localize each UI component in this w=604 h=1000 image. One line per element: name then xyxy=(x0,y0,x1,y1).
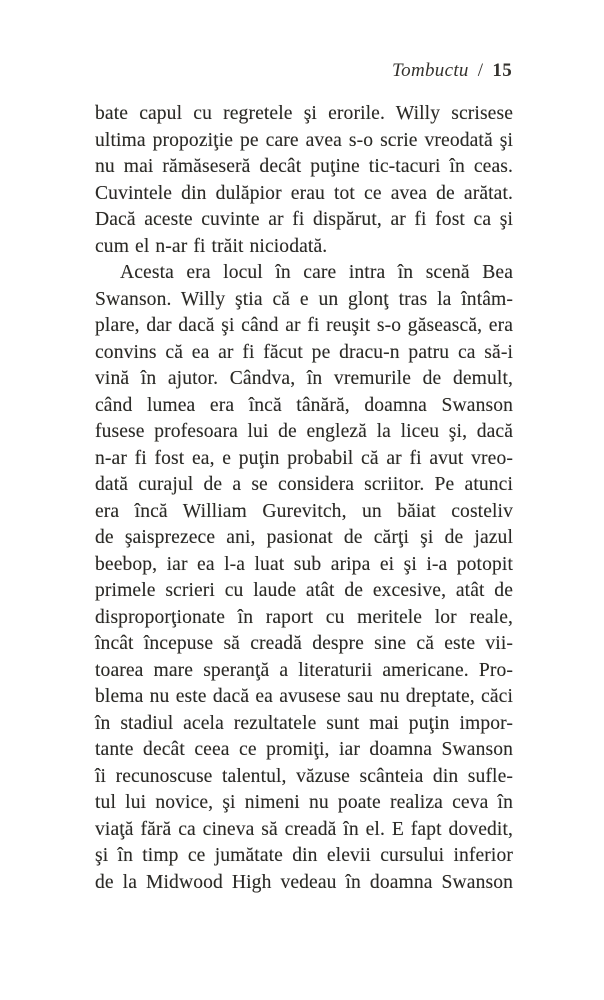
text-line: de şaisprezece ani, pasionat de cărţi şi de jazul xyxy=(95,527,513,548)
text-line: viaţă fără ca cineva să creadă în el. E fapt dovedit, xyxy=(95,818,513,840)
text-line: convins că ea ar fi făcut pe dracu-n patru ca să-i xyxy=(95,341,513,363)
text-line: în stadiul acela rezultatele sunt mai puţin impor- xyxy=(95,712,513,734)
running-header xyxy=(392,60,512,82)
text-line: ultima propoziţie pe care avea s-o scrie vreodată şi xyxy=(95,129,513,151)
text-line: cum el n-ar fi trăit niciodată. xyxy=(95,235,328,257)
text-line: beebop, iar ea l-a luat sub aripa ei şi i-a potopit xyxy=(95,553,513,575)
text-line: bate capul cu regretele şi erorile. Willy scrisese xyxy=(95,103,513,124)
text-line: plare, dar dacă şi când ar fi reuşit s-o găsească, era xyxy=(95,315,513,336)
text-line: blema nu este dacă ea avusese sau nu dreptate, căci xyxy=(95,686,513,707)
book-title: Tombuctu xyxy=(392,60,469,81)
text-line: Dacă aceste cuvinte ar fi dispărut, ar fi fost ca şi xyxy=(95,209,513,230)
text-line: toarea mare speranţă a literaturii americane. Pro- xyxy=(95,659,513,681)
text-line: şi în timp ce jumătate din elevii cursului inferior xyxy=(95,845,513,866)
text-line: de la Midwood High vedeau în doamna Swanson xyxy=(95,871,513,893)
text-line: tante decât ceea ce promiţi, iar doamna Swanson xyxy=(95,739,513,760)
text-line: Acesta era locul în care intra în scenă Bea xyxy=(120,262,513,283)
text-line: primele scrieri cu laude atât de excesive, atât de xyxy=(95,580,513,601)
text-line: încât începuse să creadă despre sine că este vii- xyxy=(95,633,513,654)
text-line: îi recunoscuse talentul, văzuse scânteia din sufle- xyxy=(95,765,513,787)
text-line: tul lui novice, şi nimeni nu poate realiza ceva în xyxy=(95,792,513,813)
text-line: vină în ajutor. Cândva, în vremurile de demult, xyxy=(95,368,513,389)
text-line: Cuvintele din dulăpior erau tot ce avea de arătat. xyxy=(95,182,513,204)
page-number: 15 xyxy=(492,60,512,81)
paragraph xyxy=(95,101,513,260)
text-line: Swanson. Willy ştia că e un glonţ tras la întâm- xyxy=(95,288,513,310)
text-line: dată curajul de a se considera scriitor. Pe atunci xyxy=(95,474,513,495)
paragraph xyxy=(95,260,513,896)
text-line: nu mai rămăseseră decât puţine tic-tacuri în ceas. xyxy=(95,156,513,177)
text-line: disproporţionate în raport cu meritele lor reale, xyxy=(95,606,513,628)
text-line: era încă William Gurevitch, un băiat costeliv xyxy=(95,500,513,522)
body-text xyxy=(95,101,513,896)
text-line: când lumea era încă tânără, doamna Swanson xyxy=(95,394,513,416)
header-separator: / xyxy=(472,60,489,81)
text-line: fusese profesoara lui de engleză la liceu şi, dacă xyxy=(95,421,513,442)
text-line: n-ar fi fost ea, e puţin probabil că ar fi avut vreo- xyxy=(95,447,513,469)
